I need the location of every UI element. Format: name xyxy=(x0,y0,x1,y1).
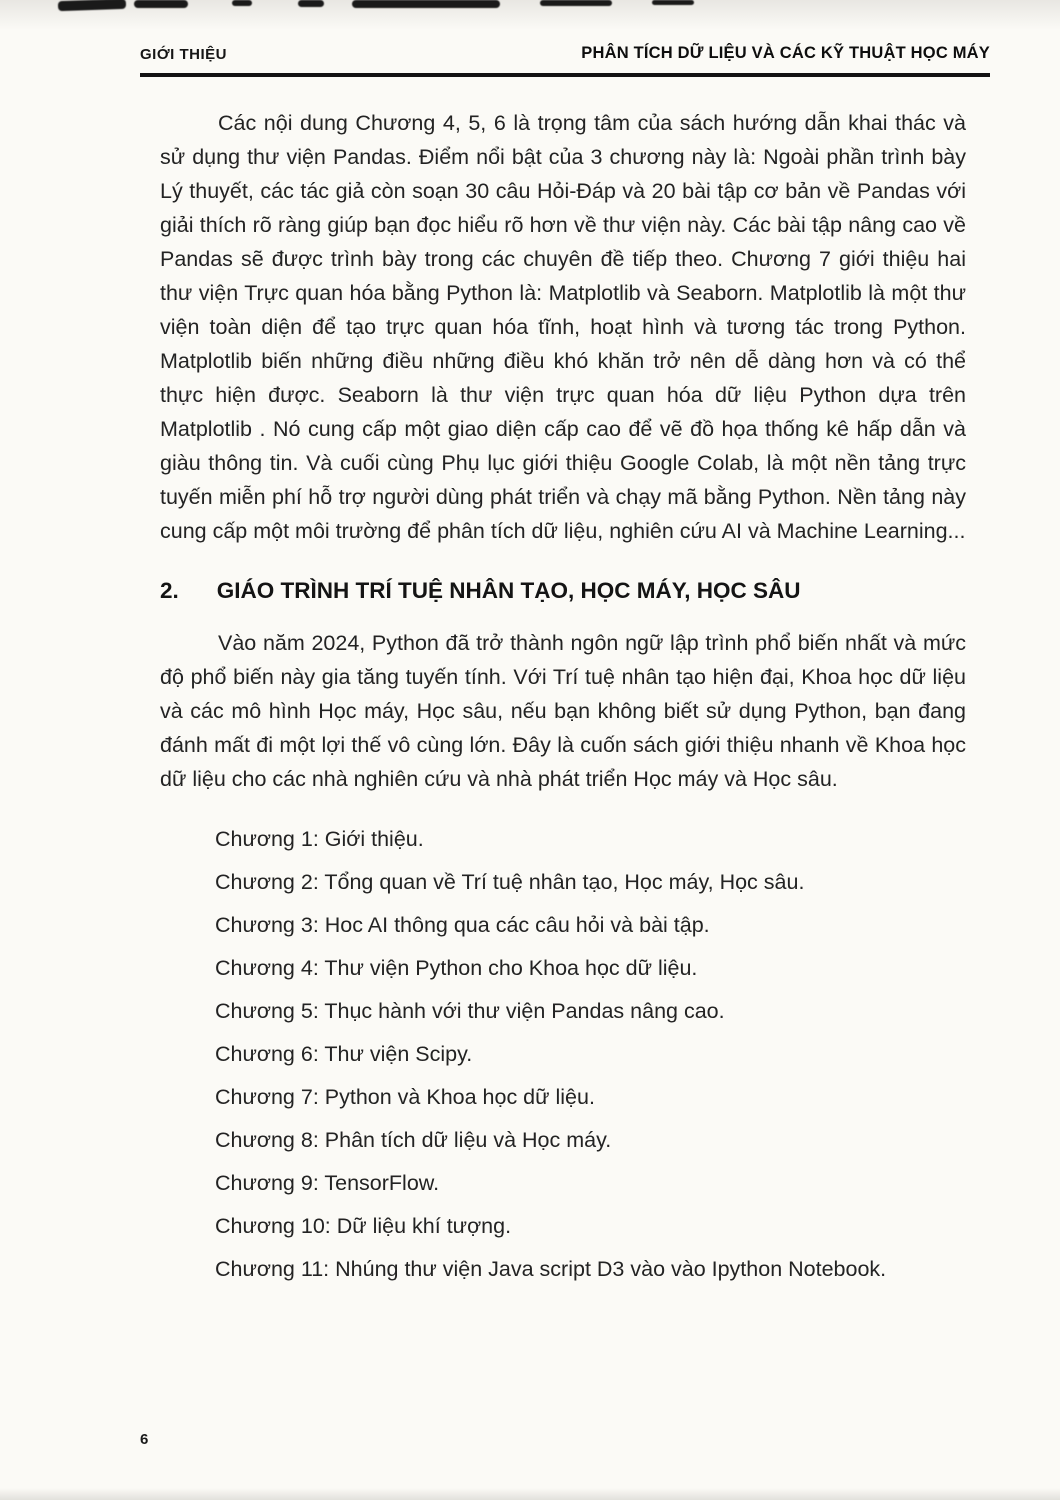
page-number: 6 xyxy=(140,1431,149,1448)
paragraph-python-2024: Vào năm 2024, Python đã trở thành ngôn ngữ lập trình phổ biến nhất và mức độ phổ biến này gia tăng tuyến tính. Với Trí tuệ nhân tạo hiện đại, Khoa học dữ liệu và các mô hình Học máy, Học sâu, nếu bạn không biết sử dụng Python, bạn đang đánh mất đi một lợi thế vô cùng lớn. Đây là cuốn sách giới thiệu nhanh về Khoa học dữ liệu cho các nhà nghiên cứu và nhà phát triển Học máy và Học sâu. xyxy=(160,631,966,791)
chapter-item-10: Chương 10: Dữ liệu khí tượng. xyxy=(215,1214,512,1238)
chapter-item-3: Chương 3: Hoc AI thông qua các câu hỏi và bài tập. xyxy=(215,913,710,937)
scan-smudge xyxy=(540,0,612,6)
header-book-title: PHÂN TÍCH DỮ LIỆU VÀ CÁC KỸ THUẬT HỌC MÁY xyxy=(581,44,990,62)
scan-smudge xyxy=(232,0,252,6)
page-footer xyxy=(140,1431,148,1448)
scan-smudge xyxy=(58,0,126,11)
chapter-item-5: Chương 5: Thục hành với thư viện Pandas nâng cao. xyxy=(215,999,725,1023)
page-body xyxy=(160,106,966,1295)
chapter-item-4: Chương 4: Thư viện Python cho Khoa học dữ liệu. xyxy=(215,956,698,980)
chapter-item-11: Chương 11: Nhúng thư viện Java script D3 vào vào Ipython Notebook. xyxy=(215,1257,887,1281)
chapter-item-8: Chương 8: Phân tích dữ liệu và Học máy. xyxy=(215,1128,612,1152)
paragraph-intro-pandas: Các nội dung Chương 4, 5, 6 là trọng tâm của sách hướng dẫn khai thác và sử dụng thư viện Pandas. Điểm nổi bật của 3 chương này là: Ngoài phần trình bày Lý thuyết, các tác giả còn soạn 30 câu Hỏi-Đáp và 20 bài tập cơ bản về Pandas với giải thích rõ ràng giúp bạn đọc hiểu rõ hơn về thư viện này. Các bài tập nâng cao về Pandas sẽ được trình bày trong các chuyên đề tiếp theo. Chương 7 giới thiệu hai thư viện Trực quan hóa bằng Python là: Matplotlib và Seaborn. Matplotlib là một thư viện toàn diện để tạo trực quan hóa tĩnh, hoạt hình và tương tác trong Python. Matplotlib biến những điều những điều khó khăn trở nên dễ dàng hơn và có thể thực hiện được. Seaborn là thư viện trực quan hóa dữ liệu Python dựa trên Matplotlib . Nó cung cấp một giao diện cấp cao để vẽ đồ họa thống kê hấp dẫn và giàu thông tin. Và cuối cùng Phụ lục giới thiệu Google Colab, là một nền tảng trực tuyến miễn phí hỗ trợ người dùng phát triển và chạy mã bằng Python. Nền tảng này cung cấp một môi trường để phân tích dữ liệu, nghiên cứu AI và Machine Learning... xyxy=(160,111,966,543)
header-section-label: GIỚI THIỆU xyxy=(140,46,227,63)
chapter-item-6: Chương 6: Thư viện Scipy. xyxy=(215,1042,473,1066)
scan-smudge xyxy=(134,0,188,8)
section-heading xyxy=(160,578,966,604)
section-title: GIÁO TRÌNH TRÍ TUỆ NHÂN TẠO, HỌC MÁY, HỌC SÂU xyxy=(216,578,801,603)
scan-smudge xyxy=(652,0,694,5)
chapter-item-7: Chương 7: Python và Khoa học dữ liệu. xyxy=(215,1085,595,1109)
chapter-list xyxy=(160,822,966,1286)
page-header xyxy=(140,44,990,77)
chapter-item-9: Chương 9: TensorFlow. xyxy=(215,1171,440,1195)
chapter-item-2: Chương 2: Tổng quan về Trí tuệ nhân tạo, Học máy, Học sâu. xyxy=(215,870,805,894)
section-number: 2. xyxy=(160,578,179,603)
scan-smudge xyxy=(298,0,324,7)
scan-smudge xyxy=(352,0,500,8)
chapter-item-1: Chương 1: Giới thiệu. xyxy=(215,827,424,851)
